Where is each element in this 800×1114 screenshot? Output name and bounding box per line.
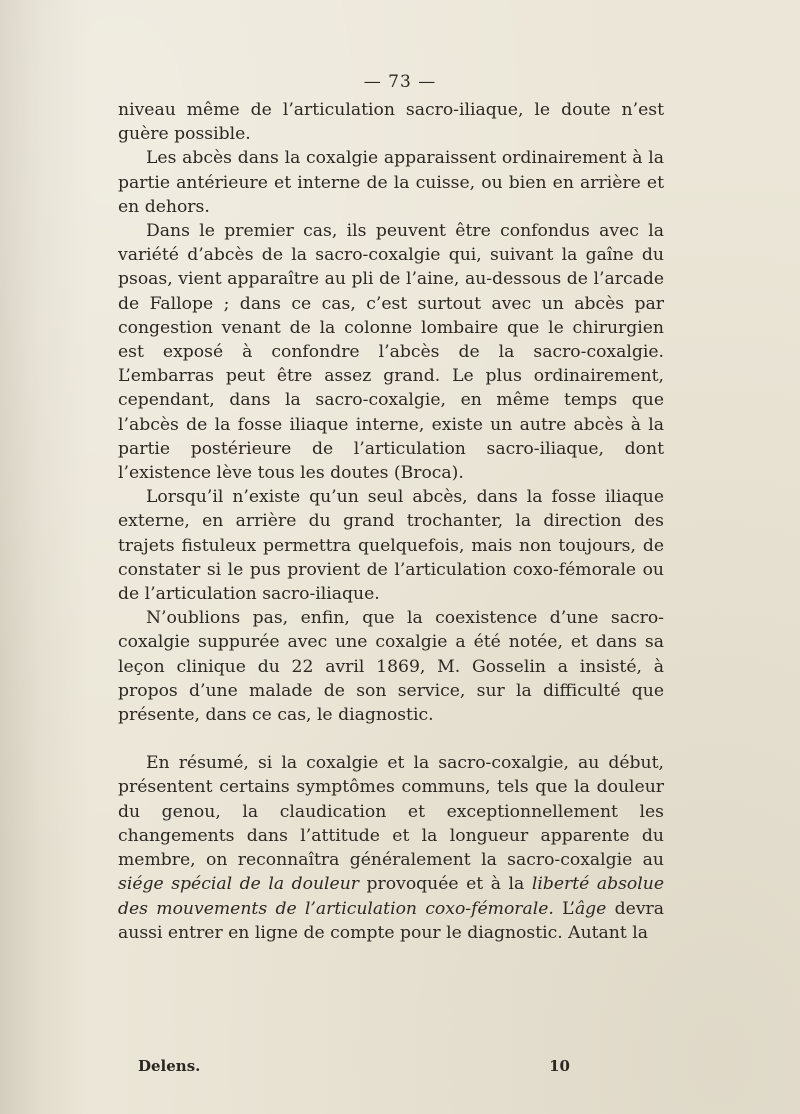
- sheet-number: 10: [549, 1057, 570, 1075]
- text-run: En résumé, si la coxalgie et la sacro-coxalgie, au début, présentent certains symptômes communs, tels que la douleur du genou, la claudication et exceptionnellement les changements dans l’attitude et la longueur apparente du membre, on reconnaîtra généralement la sacro-coxalgie au: [118, 753, 664, 871]
- paragraph: [118, 606, 664, 727]
- paragraph: [118, 146, 664, 219]
- printer-signature: Delens.: [138, 1057, 201, 1075]
- text-run: devra aussi entrer en ligne de compte pour le diagnostic. Autant la: [118, 898, 664, 943]
- paragraph: [118, 98, 664, 146]
- text-run: N’oublions pas, enfin, que la coexistence d’une sacro-coxalgie suppurée avec une coxalgie a été notée, et dans sa leçon clinique du 22 avril 1869, M. Gosselin a insisté, à propos d’une malade de son service, sur la difficulté que présente, dans ce cas, le diagnostic.: [118, 608, 664, 726]
- text-run: L’: [553, 898, 575, 919]
- italic-text: liberté absolue des mouvements de l’articulation coxo-fémorale.: [118, 874, 664, 919]
- text-run: provoquée et à la: [359, 874, 532, 895]
- paragraph: [118, 485, 664, 606]
- text-run: Lorsqu’il n’existe qu’un seul abcès, dans la fosse iliaque externe, en arrière du grand trochanter, la direction des trajets fistuleux permettra quelquefois, mais non toujours, de constater si le pus provient de l’articulation coxo-fémorale ou de l’articulation sacro-iliaque.: [118, 487, 664, 605]
- page-footer: [138, 1057, 570, 1075]
- paragraph: [118, 219, 664, 485]
- italic-text: âge: [574, 898, 607, 919]
- text-run: niveau même de l’articulation sacro-iliaque, le doute n’est guère possible.: [118, 100, 664, 145]
- text-run: Les abcès dans la coxalgie apparaissent ordinairement à la partie antérieure et interne de la cuisse, ou bien en arrière et en dehors.: [118, 148, 664, 217]
- body-text: [118, 98, 664, 945]
- paragraph: [118, 751, 664, 945]
- italic-text: siége spécial de la douleur: [118, 874, 359, 895]
- text-run: Dans le premier cas, ils peuvent être confondus avec la variété d’abcès de la sacro-coxalgie qui, suivant la gaîne du psoas, vient apparaître au pli de l’aine, au-dessous de l’arcade de Fallope ; dans ce cas, c’est surtout avec un abcès par congestion venant de la colonne lombaire que le chirurgien est exposé à confondre l’abcès de la sacro-coxalgie. L’embarras peut être assez grand. Le plus ordinairement, cependant, dans la sacro-coxalgie, en même temps que l’abcès de la fosse iliaque interne, existe un autre abcès à la partie postérieure de l’articulation sacro-iliaque, dont l’existence lève tous les doutes (Broca).: [118, 221, 664, 484]
- page-number: — 73 —: [363, 72, 437, 92]
